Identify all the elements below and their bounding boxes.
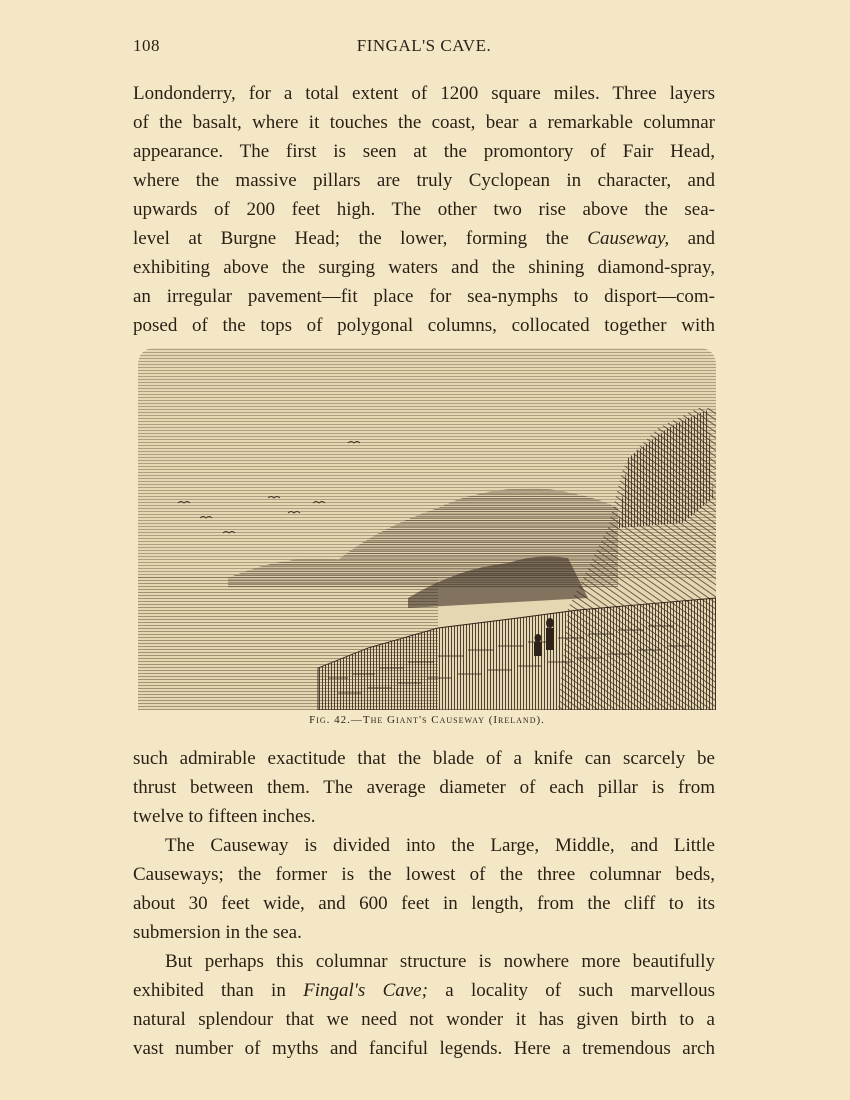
figure-title: The Giant's Causeway (Ireland). — [362, 714, 545, 726]
paragraphs-lower — [133, 744, 715, 1063]
text-line-with-italic — [133, 224, 715, 253]
text-line: about 30 feet wide, and 600 feet in length, from the cliff to its — [133, 893, 715, 914]
text-segment: level at Burgne Head; the lower, forming the — [133, 228, 569, 249]
text-line: thrust between them. The average diameter of each pillar is from — [133, 777, 715, 798]
italic-term: Fingal's Cave; — [303, 980, 428, 1001]
text-line: exhibiting above the surging waters and the shining diamond-spray, — [133, 257, 715, 278]
text-line: twelve to fifteen inches. — [133, 806, 316, 827]
engraving-giants-causeway — [138, 348, 716, 710]
running-head — [133, 36, 715, 60]
text-line: vast number of myths and fanciful legends. Here a tremendous arch — [133, 1038, 715, 1059]
text-line: posed of the tops of polygonal columns, collocated together with — [133, 315, 715, 336]
text-segment: exhibited than in — [133, 980, 286, 1001]
page-number: 108 — [133, 36, 160, 55]
text-line: such admirable exactitude that the blade of a knife can scarcely be — [133, 748, 715, 769]
italic-term: Causeway, — [587, 228, 670, 249]
text-line-with-italic — [133, 976, 715, 1005]
text-line: But perhaps this columnar structure is nowhere more beautifully — [165, 951, 715, 972]
text-line: where the massive pillars are truly Cyclopean in character, and — [133, 170, 715, 191]
text-line: The Causeway is divided into the Large, Middle, and Little — [165, 835, 715, 856]
running-title: FINGAL'S CAVE. — [356, 36, 492, 55]
text-line: Londonderry, for a total extent of 1200 square miles. Three layers — [133, 83, 715, 104]
paragraph-1 — [133, 79, 715, 340]
text-line: appearance. The first is seen at the promontory of Fair Head, — [133, 141, 715, 162]
text-segment: a locality of such marvellous — [445, 980, 716, 1001]
text-line: of the basalt, where it touches the coast, bear a remarkable columnar — [133, 112, 715, 133]
text-line: natural splendour that we need not wonder it has given birth to a — [133, 1009, 715, 1030]
text-line: an irregular pavement—fit place for sea-nymphs to disport—com- — [133, 286, 715, 307]
text-line: submersion in the sea. — [133, 922, 302, 943]
text-line: upwards of 200 feet high. The other two rise above the sea- — [133, 199, 715, 220]
figure-number: Fig. 42.— — [309, 714, 363, 726]
text-segment: and — [687, 228, 716, 249]
text-line: Causeways; the former is the lowest of the three columnar beds, — [133, 864, 715, 885]
figure-caption — [138, 714, 716, 732]
